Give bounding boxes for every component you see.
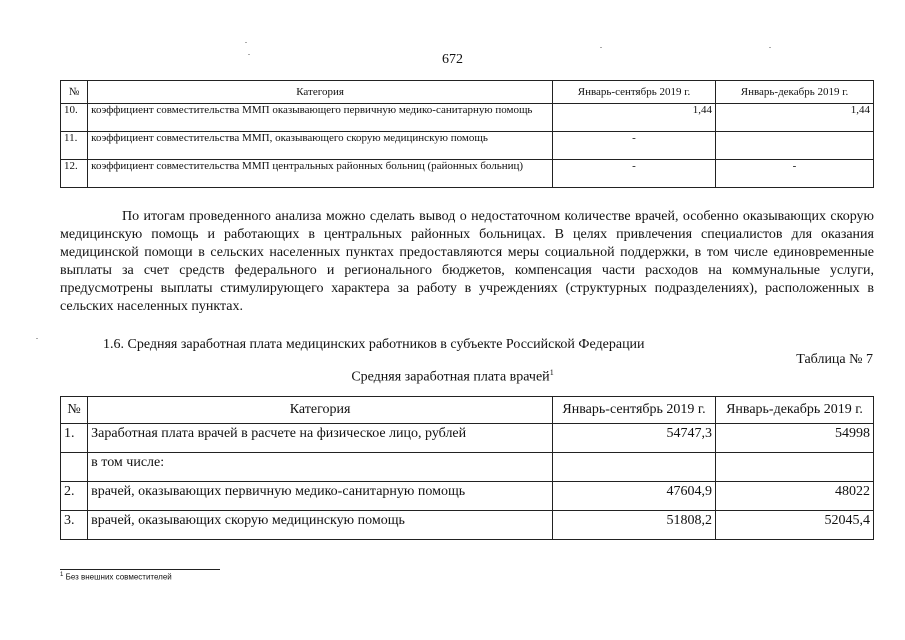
table-number: Таблица № 7 (796, 352, 873, 367)
row-num: 12. (61, 160, 88, 188)
scan-speck (600, 47, 602, 48)
table-row (61, 453, 874, 482)
table-header-row (61, 397, 874, 424)
table-row (61, 132, 874, 160)
table-title (0, 368, 905, 386)
header-jan-dec-2019: Январь-декабрь 2019 г. (716, 397, 874, 424)
row-category: врачей, оказывающих скорую медицинскую помощь (88, 511, 553, 540)
average-salary-table (60, 396, 874, 540)
scan-speck (36, 338, 38, 339)
table-row (61, 482, 874, 511)
row-value-sep (553, 453, 716, 482)
row-value-sep: 1,44 (553, 104, 716, 132)
table-row (61, 104, 874, 132)
page-number: 672 (442, 52, 463, 67)
scan-speck (248, 54, 250, 55)
analysis-paragraph: По итогам проведенного анализа можно сделать вывод о недостаточном количестве врачей, особенно оказывающих скорую медицинскую помощь и работающих в центральных районных больницах. В целях привлечения специалистов для оказания медицинской помощи в сельских населенных пунктах предоставляются меры социальной поддержки, в том числе единовременные выплаты за счет средств федерального и регионального бюджетов, компенсация части расходов на коммунальные услуги, предусмотрены выплаты стимулирующего характера за работу в учреждениях (структурных подразделениях), расположенных в сельских населенных пунктах. (60, 209, 874, 314)
footnote-text: Без внешних совместителей (65, 572, 172, 582)
row-value-dec (716, 453, 874, 482)
row-category: в том числе: (88, 453, 553, 482)
row-num (61, 453, 88, 482)
footnote-divider (60, 569, 220, 570)
footnote-reference: 1 (549, 368, 554, 377)
row-value-sep: 54747,3 (553, 424, 716, 453)
row-category: коэффициент совместительства ММП, оказывающего скорую медицинскую помощь (88, 132, 553, 160)
footnote-mark: 1 (60, 572, 64, 578)
table-header-row (61, 81, 874, 104)
header-jan-sep-2019: Январь-сентябрь 2019 г. (553, 81, 716, 104)
scan-speck (769, 47, 771, 48)
header-num: № (61, 397, 88, 424)
row-value-dec: 54998 (716, 424, 874, 453)
staffing-coefficients-table-continued (60, 80, 874, 188)
row-num: 10. (61, 104, 88, 132)
row-value-sep: 47604,9 (553, 482, 716, 511)
row-num: 1. (61, 424, 88, 453)
row-num: 2. (61, 482, 88, 511)
row-category: врачей, оказывающих первичную медико-санитарную помощь (88, 482, 553, 511)
row-value-sep: - (553, 160, 716, 188)
row-value-sep: - (553, 132, 716, 160)
scan-speck (245, 42, 247, 43)
table-title-text: Средняя заработная плата врачей (351, 369, 550, 385)
header-jan-dec-2019: Январь-декабрь 2019 г. (716, 81, 874, 104)
row-value-dec: 1,44 (716, 104, 874, 132)
row-value-dec (716, 132, 874, 160)
row-value-dec: 52045,4 (716, 511, 874, 540)
row-num: 11. (61, 132, 88, 160)
table-row (61, 511, 874, 540)
row-value-dec: 48022 (716, 482, 874, 511)
row-category: коэффициент совместительства ММП оказывающего первичную медико-санитарную помощь (88, 104, 553, 132)
row-num: 3. (61, 511, 88, 540)
header-jan-sep-2019: Январь-сентябрь 2019 г. (553, 397, 716, 424)
footnote (60, 572, 172, 582)
section-heading: 1.6. Средняя заработная плата медицинских работников в субъекте Российской Федерации (103, 337, 645, 352)
header-category: Категория (88, 81, 553, 104)
row-category: коэффициент совместительства ММП центральных районных больниц (районных больниц) (88, 160, 553, 188)
row-value-sep: 51808,2 (553, 511, 716, 540)
row-category: Заработная плата врачей в расчете на физическое лицо, рублей (88, 424, 553, 453)
row-value-dec: - (716, 160, 874, 188)
header-category: Категория (88, 397, 553, 424)
table-row (61, 424, 874, 453)
header-num: № (61, 81, 88, 104)
table-row (61, 160, 874, 188)
